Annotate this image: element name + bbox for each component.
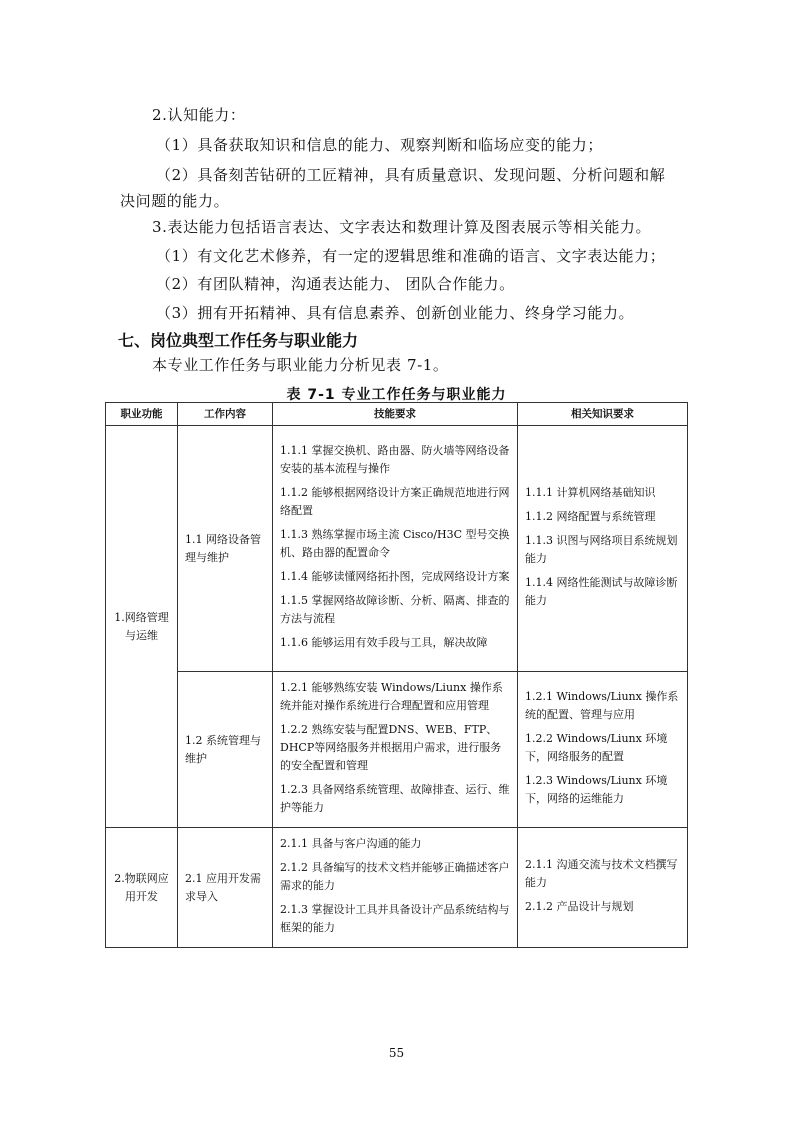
work-cell: 2.1 应用开发需求导入 <box>178 828 273 948</box>
body-paragraph: 2.认知能力： <box>152 106 246 124</box>
skill-item: 1.1.5 掌握网络故障诊断、分析、隔离、排查的方法与流程 <box>280 594 510 625</box>
body-paragraph: 决问题的能力。 <box>120 192 230 210</box>
header-knowledge: 相关知识要求 <box>518 403 688 426</box>
skills-cell <box>273 828 518 948</box>
skill-item: 2.1.3 掌握设计工具并具备设计产品系统结构与框架的能力 <box>280 903 510 934</box>
body-paragraph: 3.表达能力包括语言表达、文字表达和数理计算及图表展示等相关能力。 <box>152 218 652 236</box>
table-row <box>106 426 688 672</box>
header-work: 工作内容 <box>178 403 273 426</box>
knowledge-item: 1.1.2 网络配置与系统管理 <box>525 510 656 523</box>
body-paragraph: （1）具备获取知识和信息的能力、观察判断和临场应变的能力； <box>156 136 603 154</box>
work-cell: 1.2 系统管理与维护 <box>178 672 273 828</box>
page-number: 55 <box>388 1046 405 1060</box>
task-ability-table <box>105 402 688 948</box>
knowledge-item: 2.1.1 沟通交流与技术文档撰写能力 <box>525 858 678 889</box>
work-cell: 1.1 网络设备管理与维护 <box>178 426 273 672</box>
skill-item: 1.2.3 具备网络系统管理、故障排查、运行、维护等能力 <box>280 783 510 814</box>
table-header-row <box>106 403 688 426</box>
body-paragraph: （2）有团队精神，沟通表达能力、 团队合作能力。 <box>156 275 515 293</box>
knowledge-item: 1.1.3 识图与网络项目系统规划能力 <box>525 534 678 565</box>
knowledge-item: 1.2.1 Windows/Liunx 操作系统的配置、管理与应用 <box>525 690 679 721</box>
skill-item: 1.1.1 掌握交换机、路由器、防火墙等网络设备安装的基本流程与操作 <box>280 444 510 475</box>
knowledge-item: 1.1.1 计算机网络基础知识 <box>525 486 656 499</box>
body-paragraph: （3）拥有开拓精神、具有信息素养、创新创业能力、终身学习能力。 <box>156 304 635 322</box>
body-paragraph: （2）具备刻苦钻研的工匠精神，具有质量意识、发现问题、分析问题和解 <box>156 166 666 184</box>
function-cell: 1.网络管理与运维 <box>106 426 178 828</box>
knowledge-item: 2.1.2 产品设计与规划 <box>525 900 634 913</box>
knowledge-item: 1.2.2 Windows/Liunx 环境下，网络服务的配置 <box>525 732 668 763</box>
knowledge-cell <box>518 426 688 672</box>
skill-item: 2.1.1 具备与客户沟通的能力 <box>280 837 422 850</box>
knowledge-cell <box>518 672 688 828</box>
body-paragraph: （1）有文化艺术修养，有一定的逻辑思维和准确的语言、文字表达能力； <box>156 247 666 265</box>
knowledge-item: 1.1.4 网络性能测试与故障诊断能力 <box>525 576 678 607</box>
skill-item: 1.1.4 能够读懂网络拓扑图，完成网络设计方案 <box>280 570 510 583</box>
header-function: 职业功能 <box>106 403 178 426</box>
section-heading: 七、岗位典型工作任务与职业能力 <box>118 331 359 350</box>
skill-item: 1.1.2 能够根据网络设计方案正确规范地进行网络配置 <box>280 486 510 517</box>
skill-item: 1.2.1 能够熟练安装 Windows/Liunx 操作系统并能对操作系统进行合理配置和应用管理 <box>280 681 503 712</box>
header-skills: 技能要求 <box>273 403 518 426</box>
skills-cell <box>273 672 518 828</box>
function-cell: 2.物联网应用开发 <box>106 828 178 948</box>
table-row <box>106 828 688 948</box>
skill-item: 1.2.2 熟练安装与配置DNS、WEB、FTP、DHCP等网络服务并根据用户需求，进行服务的安全配置和管理 <box>280 723 502 772</box>
skills-cell <box>273 426 518 672</box>
skill-item: 1.1.6 能够运用有效手段与工具，解决故障 <box>280 636 488 649</box>
table-row <box>106 672 688 828</box>
skill-item: 1.1.3 熟练掌握市场主流 Cisco/H3C 型号交换机、路由器的配置命令 <box>280 528 510 559</box>
knowledge-cell <box>518 828 688 948</box>
knowledge-item: 1.2.3 Windows/Liunx 环境下，网络的运维能力 <box>525 774 668 805</box>
skill-item: 2.1.2 具备编写的技术文档并能够正确描述客户需求的能力 <box>280 861 510 892</box>
table-caption: 表 7-1 专业工作任务与职业能力 <box>286 387 507 403</box>
intro-paragraph: 本专业工作任务与职业能力分析见表 7-1。 <box>152 356 449 374</box>
